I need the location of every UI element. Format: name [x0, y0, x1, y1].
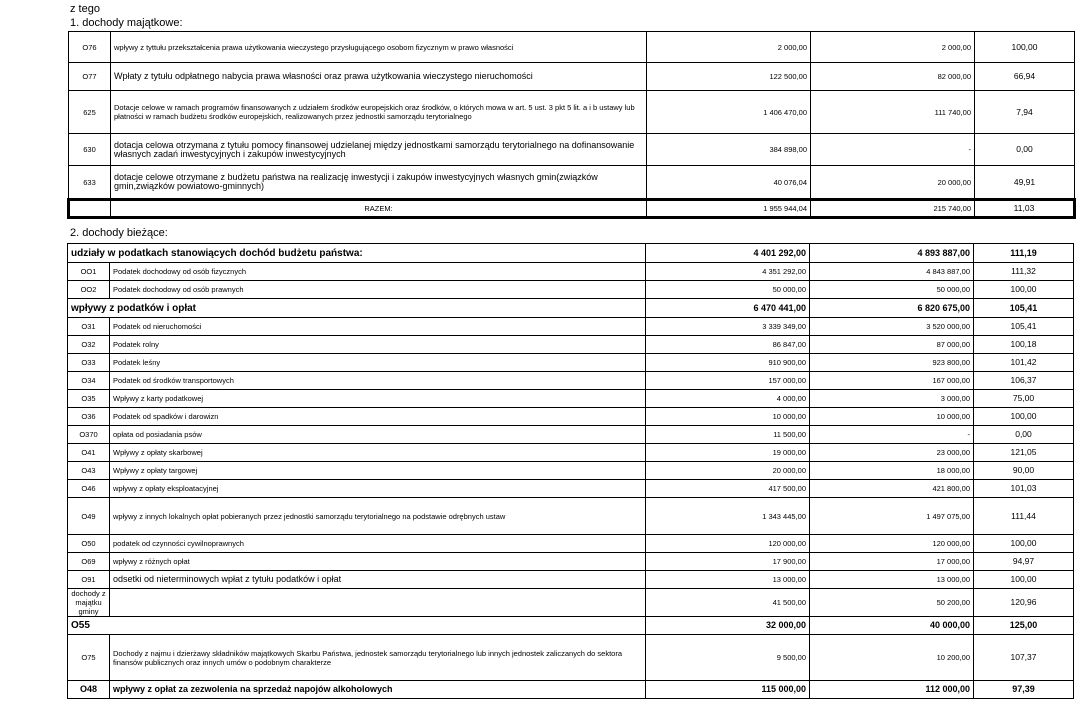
table-row [69, 134, 1075, 166]
table-row [68, 444, 1074, 462]
desc-cell: Dochody z najmu i dzierżawy składników majątkowych Skarbu Państwa, jednostek samorządu terytorialnego lub innych jednostek zaliczanych do sektora finansów publicznych oraz innych umów o podobnym charakterze [110, 635, 646, 681]
code-cell: 625 [69, 91, 111, 134]
percent-cell: 49,91 [975, 166, 1075, 200]
actual-value-cell: 111 740,00 [811, 91, 975, 134]
plan-value-cell: 120 000,00 [646, 535, 810, 553]
capital-income-table [67, 31, 1076, 219]
plan-value-cell: 122 500,00 [647, 63, 811, 91]
code-cell: OO2 [68, 281, 110, 299]
percent-cell: 66,94 [975, 63, 1075, 91]
percent-cell: 90,00 [974, 462, 1074, 480]
code-cell: O36 [68, 408, 110, 426]
percent-cell: 100,18 [974, 336, 1074, 354]
current-income-table [67, 243, 1074, 699]
plan-value-cell: 3 339 349,00 [646, 318, 810, 336]
desc-cell: Podatek od spadków i darowizn [110, 408, 646, 426]
plan-value-cell: 4 000,00 [646, 390, 810, 408]
percent-cell: 100,00 [974, 535, 1074, 553]
actual-value-cell: 2 000,00 [811, 32, 975, 63]
desc-cell: Podatek rolny [110, 336, 646, 354]
desc-cell: wpływy z innych lokalnych opłat pobieranych przez jednostki samorządu terytorialnego na podstawie odrębnych ustaw [110, 498, 646, 535]
actual-value-cell: 13 000,00 [810, 571, 974, 589]
code-cell: OO1 [68, 263, 110, 281]
table-row [68, 462, 1074, 480]
actual-value-cell: 421 800,00 [810, 480, 974, 498]
actual-value-cell: 18 000,00 [810, 462, 974, 480]
actual-value-cell: 10 200,00 [810, 635, 974, 681]
table-row [69, 63, 1075, 91]
category-label: wpływy z podatków i opłat [68, 299, 646, 318]
plan-value-cell: 9 500,00 [646, 635, 810, 681]
actual-value-cell: 50 000,00 [810, 281, 974, 299]
plan-value-cell: 40 076,04 [647, 166, 811, 200]
plan-value-cell: 50 000,00 [646, 281, 810, 299]
percent-cell: 105,41 [974, 318, 1074, 336]
code-cell: O32 [68, 336, 110, 354]
desc-cell: Podatek leśny [110, 354, 646, 372]
code-cell: O33 [68, 354, 110, 372]
plan-value-cell: 1 406 470,00 [647, 91, 811, 134]
percent-cell: 107,37 [974, 635, 1074, 681]
actual-value-cell: 82 000,00 [811, 63, 975, 91]
desc-cell: podatek od czynności cywilnoprawnych [110, 535, 646, 553]
plan-value-cell: 86 847,00 [646, 336, 810, 354]
desc-cell [110, 589, 646, 617]
table-row [68, 426, 1074, 444]
desc-cell: dotacje celowe otrzymane z budżetu państwa na realizację inwestycji i zakupów inwestycyjnych własnych gmin(związków gmin,związków powiatowo-gminnych) [111, 166, 647, 200]
actual-value-cell: 6 820 675,00 [810, 299, 974, 318]
actual-value-cell: 87 000,00 [810, 336, 974, 354]
desc-cell: wpływy z opłaty eksploatacyjnej [110, 480, 646, 498]
plan-value-cell: 32 000,00 [646, 617, 810, 635]
table-row [68, 263, 1074, 281]
actual-value-cell: 40 000,00 [810, 617, 974, 635]
plan-value-cell: 384 898,00 [647, 134, 811, 166]
percent-cell: 100,00 [974, 571, 1074, 589]
desc-cell: wpływy z tyttułu przekształcenia prawa użytkowania wieczystego przysługującego osobom fizycznym w prawo własności [111, 32, 647, 63]
actual-value-cell: 50 200,00 [810, 589, 974, 617]
percent-cell: 75,00 [974, 390, 1074, 408]
percent-cell: 100,00 [975, 32, 1075, 63]
desc-cell: Podatek od środków transportowych [110, 372, 646, 390]
table-row [69, 32, 1075, 63]
razem-row [69, 200, 1075, 218]
section1-heading: 1. dochody majątkowe: [70, 17, 183, 29]
percent-cell: 100,00 [974, 281, 1074, 299]
table-row [69, 91, 1075, 134]
plan-value-cell: 1 343 445,00 [646, 498, 810, 535]
category-label: udziały w podatkach stanowiących dochód budżetu państwa: [68, 244, 646, 263]
plan-value-cell: 4 351 292,00 [646, 263, 810, 281]
percent-cell: 111,44 [974, 498, 1074, 535]
desc-cell: Wpływy z opłaty targowej [110, 462, 646, 480]
code-cell: dochody z majątku gminy [68, 589, 110, 617]
plan-value-cell: 13 000,00 [646, 571, 810, 589]
code-cell: O77 [69, 63, 111, 91]
code-cell [69, 200, 111, 218]
code-cell: O34 [68, 372, 110, 390]
plan-value-cell: 19 000,00 [646, 444, 810, 462]
plan-value-cell: 910 900,00 [646, 354, 810, 372]
desc-cell: wpływy z różnych opłat [110, 553, 646, 571]
actual-value-cell: 3 000,00 [810, 390, 974, 408]
table-row [68, 408, 1074, 426]
actual-value-cell: 3 520 000,00 [810, 318, 974, 336]
actual-value-cell: 215 740,00 [811, 200, 975, 218]
percent-cell: 7,94 [975, 91, 1075, 134]
percent-cell: 101,42 [974, 354, 1074, 372]
section2-heading: 2. dochody bieżące: [70, 227, 168, 239]
actual-value-cell: 120 000,00 [810, 535, 974, 553]
percent-cell: 97,39 [974, 681, 1074, 699]
plan-value-cell: 20 000,00 [646, 462, 810, 480]
plan-value-cell: 10 000,00 [646, 408, 810, 426]
code-cell: O69 [68, 553, 110, 571]
code-cell: O46 [68, 480, 110, 498]
table-row [68, 336, 1074, 354]
desc-cell: Wpłaty z tytułu odpłatnego nabycia prawa własności oraz prawa użytkowania wieczystego nieruchomości [111, 63, 647, 91]
actual-value-cell: 20 000,00 [811, 166, 975, 200]
percent-cell: 100,00 [974, 408, 1074, 426]
plan-value-cell: 4 401 292,00 [646, 244, 810, 263]
actual-value-cell: - [811, 134, 975, 166]
table-row [68, 535, 1074, 553]
actual-value-cell: 112 000,00 [810, 681, 974, 699]
desc-cell: odsetki od nieterminowych wpłat z tytułu podatków i opłat [110, 571, 646, 589]
plan-value-cell: 17 900,00 [646, 553, 810, 571]
percent-cell: 121,05 [974, 444, 1074, 462]
category-row [68, 617, 1074, 635]
code-cell: O31 [68, 318, 110, 336]
percent-cell: 101,03 [974, 480, 1074, 498]
table-row [68, 553, 1074, 571]
code-cell: O43 [68, 462, 110, 480]
percent-cell: 11,03 [975, 200, 1075, 218]
desc-cell: Podatek dochodowy od osób fizycznych [110, 263, 646, 281]
code-cell: O41 [68, 444, 110, 462]
table-row [68, 318, 1074, 336]
plan-value-cell: 41 500,00 [646, 589, 810, 617]
percent-cell: 111,19 [974, 244, 1074, 263]
desc-cell: Podatek od nieruchomości [110, 318, 646, 336]
percent-cell: 120,96 [974, 589, 1074, 617]
desc-cell: opłata od posiadania psów [110, 426, 646, 444]
desc-cell: Wpływy z karty podatkowej [110, 390, 646, 408]
code-cell: O76 [69, 32, 111, 63]
code-cell: O75 [68, 635, 110, 681]
code-cell: O49 [68, 498, 110, 535]
desc-cell: Wpływy z opłaty skarbowej [110, 444, 646, 462]
table-row [68, 681, 1074, 699]
category-row [68, 244, 1074, 263]
actual-value-cell: 17 000,00 [810, 553, 974, 571]
percent-cell: 111,32 [974, 263, 1074, 281]
percent-cell: 0,00 [974, 426, 1074, 444]
code-cell: O48 [68, 681, 110, 699]
code-cell: O35 [68, 390, 110, 408]
plan-value-cell: 2 000,00 [647, 32, 811, 63]
plan-value-cell: 157 000,00 [646, 372, 810, 390]
table-row [68, 571, 1074, 589]
actual-value-cell: 4 843 887,00 [810, 263, 974, 281]
z-tego-label: z tego [70, 3, 100, 15]
plan-value-cell: 115 000,00 [646, 681, 810, 699]
plan-value-cell: 6 470 441,00 [646, 299, 810, 318]
table-row [68, 498, 1074, 535]
code-cell: 630 [69, 134, 111, 166]
code-cell: 633 [69, 166, 111, 200]
desc-cell: wpływy z opłat za zezwolenia na sprzedaż napojów alkoholowych [110, 681, 646, 699]
plan-value-cell: 1 955 944,04 [647, 200, 811, 218]
table-row [68, 354, 1074, 372]
code-cell: O91 [68, 571, 110, 589]
percent-cell: 106,37 [974, 372, 1074, 390]
actual-value-cell: - [810, 426, 974, 444]
percent-cell: 125,00 [974, 617, 1074, 635]
desc-cell: dotacja celowa otrzymana z tytułu pomocy finansowej udzielanej między jednostkami samorządu terytorialnego na dofinansowanie własnych zadań inwestycyjnych i zakupów inwestycyjnych [111, 134, 647, 166]
table-row [68, 372, 1074, 390]
table-row [68, 480, 1074, 498]
table-row [68, 635, 1074, 681]
table-row [68, 281, 1074, 299]
actual-value-cell: 1 497 075,00 [810, 498, 974, 535]
actual-value-cell: 10 000,00 [810, 408, 974, 426]
actual-value-cell: 167 000,00 [810, 372, 974, 390]
percent-cell: 94,97 [974, 553, 1074, 571]
category-label: O55 [68, 617, 646, 635]
plan-value-cell: 11 500,00 [646, 426, 810, 444]
code-cell: O370 [68, 426, 110, 444]
percent-cell: 0,00 [975, 134, 1075, 166]
desc-cell: RAZEM: [111, 200, 647, 218]
actual-value-cell: 923 800,00 [810, 354, 974, 372]
table-row [68, 390, 1074, 408]
actual-value-cell: 23 000,00 [810, 444, 974, 462]
desc-cell: Podatek dochodowy od osób prawnych [110, 281, 646, 299]
code-cell: O50 [68, 535, 110, 553]
actual-value-cell: 4 893 887,00 [810, 244, 974, 263]
desc-cell: Dotacje celowe w ramach programów finansowanych z udziałem środków europejskich oraz środków, o których mowa w art. 5 ust. 3 pkt 5 lit. a i b ustawy lub płatności w ramach budżetu środków europejskich, realizowanych przez jednostki samorządu terytorialnego [111, 91, 647, 134]
table-row [68, 589, 1074, 617]
category-row [68, 299, 1074, 318]
table-row [69, 166, 1075, 200]
plan-value-cell: 417 500,00 [646, 480, 810, 498]
percent-cell: 105,41 [974, 299, 1074, 318]
